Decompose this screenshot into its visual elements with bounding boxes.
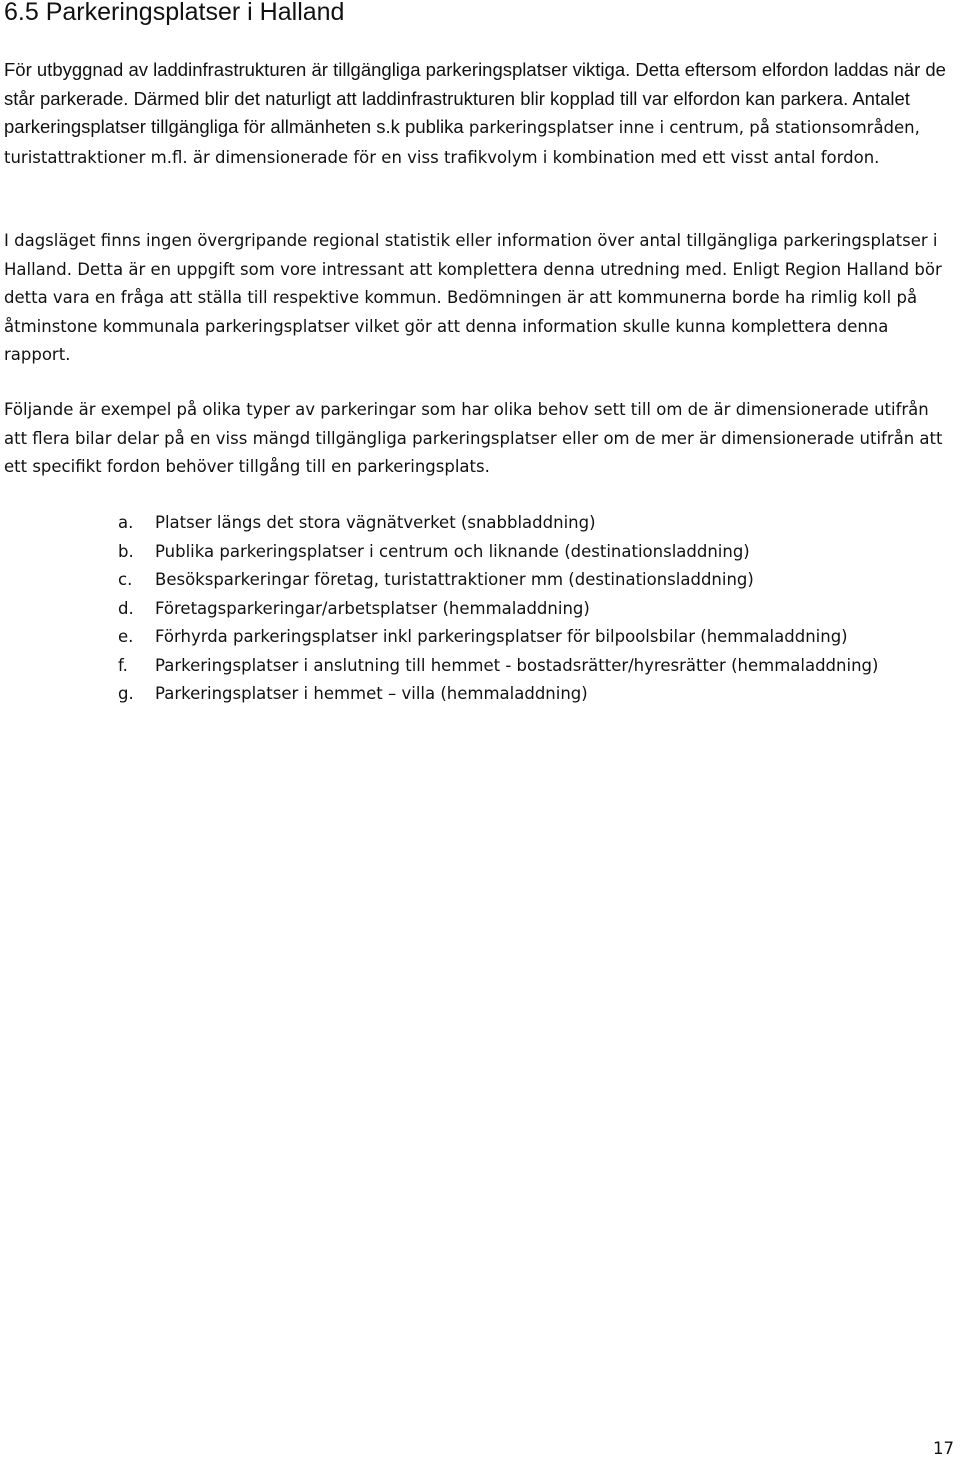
list-item-text: Förhyrda parkeringsplatser inkl parkeringsplatser för bilpoolsbilar (hemmaladdning) <box>155 627 848 646</box>
parking-types-list <box>118 509 956 709</box>
list-item <box>118 538 956 567</box>
list-marker: d. <box>118 598 134 618</box>
paragraph-intro-part2: parkeringsplatser inne i centrum, på stationsområden, turistattraktioner m.fl. är dimensionerade för en viss trafikvolym i kombination med ett visst antal fordon. <box>4 118 920 167</box>
list-marker: c. <box>118 570 133 589</box>
list-marker: e. <box>118 627 134 646</box>
list-item-text: Parkeringsplatser i anslutning till hemmet - bostadsrätter/hyresrätter (hemmaladdning) <box>155 655 879 675</box>
list-marker: a. <box>118 513 134 532</box>
list-item <box>118 595 956 624</box>
list-item <box>118 623 956 652</box>
list-marker: g. <box>118 684 134 703</box>
list-item-text: Platser längs det stora vägnätverket (snabbladdning) <box>155 513 596 532</box>
list-marker: f. <box>118 655 128 675</box>
list-item-text: Företagsparkeringar/arbetsplatser (hemmaladdning) <box>155 598 590 618</box>
paragraph-examples: Följande är exempel på olika typer av parkeringar som har olika behov sett till om de är dimensionerade utifrån att flera bilar delar på en viss mängd tillgängliga parkeringsplatser eller om de mer är dimensionerade utifrån att ett specifikt fordon behöver tillgång till en parkeringsplats. <box>4 400 943 476</box>
list-marker: b. <box>118 541 134 561</box>
paragraph-intro-part1: För utbyggnad av laddinfrastrukturen är tillgängliga parkeringsplatser viktiga. Detta eftersom elfordon laddas när de står parkerade. Därmed blir det naturligt att laddinfrastrukturen blir kopplad till var elfordon kan parkera. Antalet parkeringsplatser tillgängliga för allmänheten s.k publika <box>4 59 946 137</box>
list-item-text: Publika parkeringsplatser i centrum och liknande (destinationsladdning) <box>155 541 750 561</box>
paragraph-statistics: I dagsläget finns ingen övergripande regional statistik eller information över antal tillgängliga parkeringsplatser i Halland. Detta är en uppgift som vore intressant att komplettera denna utredning med. Enligt Region Halland bör detta vara en fråga att ställa till respektive kommun. Bedömningen är att kommunerna borde ha rimlig koll på åtminstone kommunala parkeringsplatser vilket gör att denna information skulle kunna komplettera denna rapport. <box>4 231 942 364</box>
page-number: 17 <box>933 1439 954 1458</box>
list-item-text: Besöksparkeringar företag, turistattraktioner mm (destinationsladdning) <box>155 570 754 589</box>
list-item-text: Parkeringsplatser i hemmet – villa (hemmaladdning) <box>155 684 588 703</box>
paragraph-intro <box>4 56 956 172</box>
section-heading: 6.5 Parkeringsplatser i Halland <box>4 0 345 26</box>
list-item <box>118 509 956 538</box>
list-item <box>118 680 956 709</box>
list-item <box>118 566 956 595</box>
list-item <box>118 652 956 681</box>
